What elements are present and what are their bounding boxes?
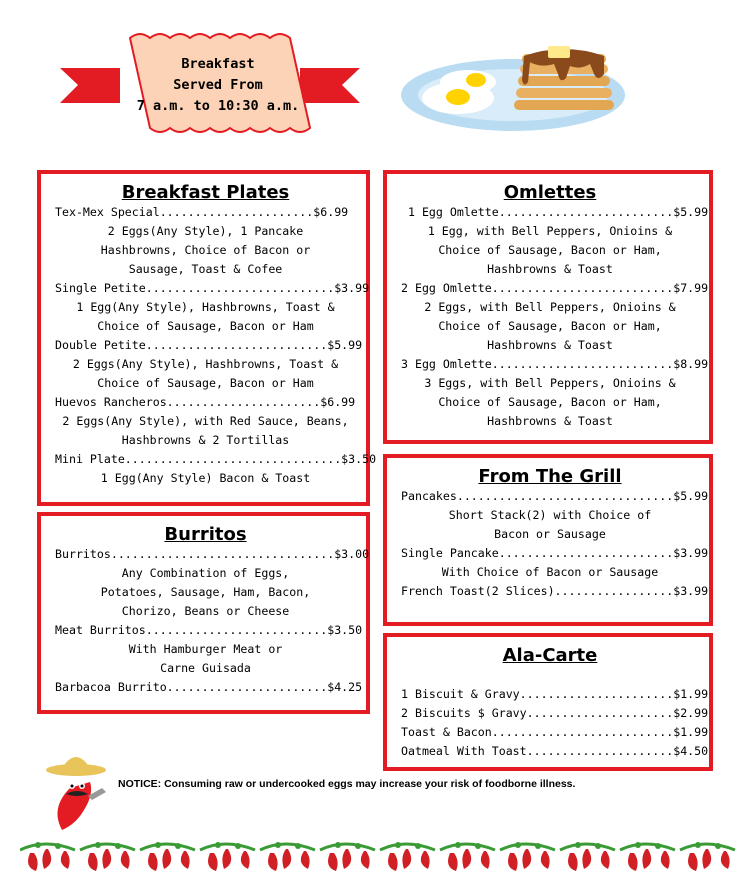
item-description: Hashbrowns & 2 Tortillas — [121, 433, 290, 447]
from-the-grill-title: From The Grill — [478, 466, 622, 487]
menu-item-price-row: Huevos Rancheros......................$6.99 — [55, 395, 356, 409]
item-description: 1 Egg(Any Style) Bacon & Toast — [100, 471, 311, 485]
menu-item-price-row: Burritos................................$3.00 — [55, 547, 370, 561]
from-the-grill-list — [401, 487, 709, 601]
menu-item-price-row: 2 Egg Omlette..........................$7.99 — [401, 281, 709, 295]
menu-item-price-row: Mini Plate...............................$3.50 — [55, 452, 377, 466]
chili-pepper-border — [20, 825, 740, 875]
omlettes-list — [401, 203, 709, 431]
menu-item-price-row — [401, 666, 699, 685]
menu-item-price-row: Single Petite...........................$3.99 — [55, 281, 370, 295]
menu-item-price-row: 1 Biscuit & Gravy......................$1.99 — [401, 687, 709, 701]
notice-label: NOTICE: — [118, 778, 162, 790]
item-description: Any Combination of Eggs, — [121, 566, 290, 580]
menu-item-price-row: Pancakes...............................$5.99 — [401, 489, 709, 503]
item-description: Hashbrowns & Toast — [487, 338, 613, 352]
from-the-grill-section — [383, 454, 713, 626]
item-description: Bacon or Sausage — [494, 527, 606, 541]
menu-item-price-row: Tex-Mex Special......................$6.99 — [55, 205, 349, 219]
item-description: Hashbrowns, Choice of Bacon or — [100, 243, 311, 257]
item-description: 2 Eggs(Any Style), Hashbrowns, Toast & — [72, 357, 339, 371]
item-description: Choice of Sausage, Bacon or Ham, — [438, 395, 662, 409]
item-description: 1 Egg, with Bell Peppers, Onioins & — [427, 224, 673, 238]
item-description: Choice of Sausage, Bacon or Ham — [97, 319, 314, 333]
banner-line-1: Breakfast — [181, 56, 255, 72]
chili-pepper-mascot-icon — [40, 748, 120, 834]
item-description: Potatoes, Sausage, Ham, Bacon, — [100, 585, 311, 599]
burritos-section — [37, 512, 370, 714]
burritos-list — [55, 545, 370, 697]
banner-text — [118, 54, 318, 117]
item-description: Hashbrowns & Toast — [487, 262, 613, 276]
item-description: 2 Eggs, with Bell Peppers, Onioins & — [424, 300, 676, 314]
burritos-title: Burritos — [164, 524, 247, 545]
ala-carte-list — [401, 666, 709, 761]
notice-text: Consuming raw or undercooked eggs may increase your risk of foodborne illness. — [161, 778, 576, 790]
ala-carte-section — [383, 633, 713, 771]
menu-item-price-row: Single Pancake.........................$3.99 — [401, 546, 709, 560]
menu-item-price-row: Barbacoa Burrito.......................$4.25 — [55, 680, 363, 694]
omlettes-section — [383, 170, 713, 444]
menu-item-price-row: Toast & Bacon..........................$1.99 — [401, 725, 709, 739]
item-description: 1 Egg(Any Style), Hashbrowns, Toast & — [76, 300, 335, 314]
item-description: 3 Eggs, with Bell Peppers, Onioins & — [424, 376, 676, 390]
menu-item-price-row: 2 Biscuits $ Gravy.....................$2.99 — [401, 706, 709, 720]
item-description: Chorizo, Beans or Cheese — [121, 604, 290, 618]
item-description: Short Stack(2) with Choice of — [448, 508, 652, 522]
item-description: With Choice of Bacon or Sausage — [441, 565, 659, 579]
item-description: 2 Eggs(Any Style), 1 Pancake — [107, 224, 304, 238]
item-description: Choice of Sausage, Bacon or Ham, — [438, 243, 662, 257]
item-description: Choice of Sausage, Bacon or Ham — [97, 376, 314, 390]
menu-item-price-row: French Toast(2 Slices).................$3.99 — [401, 584, 709, 598]
item-description: With Hamburger Meat or — [128, 642, 283, 656]
breakfast-plates-title: Breakfast Plates — [121, 182, 290, 203]
item-description: Hashbrowns & Toast — [487, 414, 613, 428]
food-safety-notice — [118, 778, 718, 790]
breakfast-plates-section — [37, 170, 377, 506]
item-description: Carne Guisada — [160, 661, 251, 675]
breakfast-plates-list — [55, 203, 377, 488]
menu-item-price-row: Oatmeal With Toast.....................$4.50 — [401, 744, 709, 758]
omlettes-title: Omlettes — [503, 182, 597, 203]
menu-item-price-row: 3 Egg Omlette..........................$8.99 — [401, 357, 709, 371]
banner-line-3: 7 a.m. to 10:30 a.m. — [136, 98, 300, 114]
item-description: 2 Eggs(Any Style), with Red Sauce, Beans, — [62, 414, 349, 428]
menu-item-price-row: 1 Egg Omlette.........................$5.99 — [401, 205, 709, 219]
banner-line-2: Served From — [173, 77, 263, 93]
item-description: Sausage, Toast & Cofee — [128, 262, 283, 276]
menu-item-price-row: Double Petite..........................$5.99 — [55, 338, 363, 352]
menu-item-price-row: Meat Burritos..........................$3.50 — [55, 623, 363, 637]
item-description: Choice of Sausage, Bacon or Ham, — [438, 319, 662, 333]
ala-carte-title: Ala-Carte — [502, 645, 598, 666]
breakfast-plate-illustration — [398, 40, 628, 135]
